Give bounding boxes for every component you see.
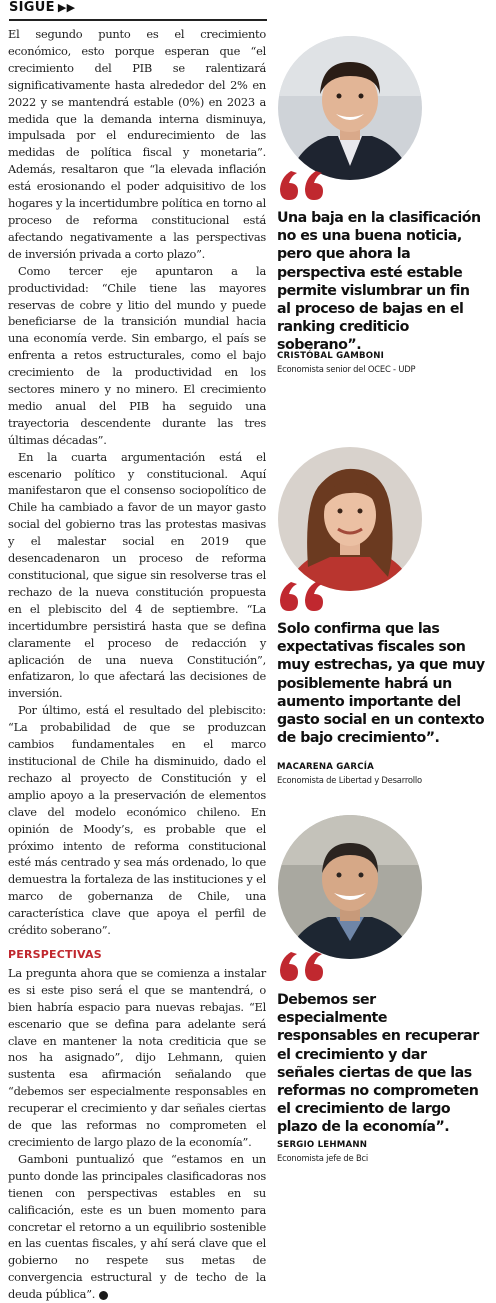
avatar-macarena-garcia [278, 447, 422, 591]
article-paragraph: Como tercer eje apuntaron a la productividad: “Chile tiene las mayores reservas de cobre y litio del mundo y puede beneficiarse de la transición mundial hacia una economía verde. Sin embargo, el país se enfrenta a retos estructurales, como el bajo crecimiento de la productividad en los sectores minero y no minero. El crecimiento medio anual del PIB ha seguido una trayectoria descendente durante las tres últimas décadas”. [8, 263, 266, 447]
continue-label [9, 0, 75, 16]
quote-author-name: MACARENA GARCÍA [277, 762, 374, 772]
article-paragraph [8, 1151, 266, 1303]
article-paragraph: La pregunta ahora que se comienza a instalar es si este piso será el que se mantendrá, o bien habría espacio para nuevas rebajas. “El escenario que se defina para adelante será clave en mantener la nota crediticia que se nos ha asignado”, dijo Lehmann, quien sustenta esa afirmación señalando que “debemos ser especialmente responsables en recuperar el crecimiento y dar señales ciertas de que las reformas no comprometen el crecimiento de largo plazo de la economía”. [8, 965, 266, 1149]
pull-quote: Debemos ser especialmente responsables en recuperar el crecimiento y dar señales ciertas de que las reformas no comprometen el crecimiento de largo plazo de la economía”. [277, 992, 479, 1136]
quote-mark-icon [277, 948, 327, 984]
quote-author-role: Economista de Libertad y Desarrollo [277, 775, 422, 785]
section-heading: PERSPECTIVAS [8, 947, 102, 961]
article-paragraph: El segundo punto es el crecimiento económico, esto porque esperan que “el crecimiento del PIB se ralentizará significativamente hasta alrededor del 2% en 2022 y se mantendrá estable (0%) en 2023 a medida que la demanda interna disminuya, impulsada por el endurecimiento de las medidas de política fiscal y monetaria”. Además, resaltaron que “la elevada inflación está erosionando el poder adquisitivo de los hogares y la incertidumbre política en torno al proceso de reforma constitucional está afectando negativamente a las perspectivas de inversión privada a corto plazo”. [8, 27, 266, 261]
article-last-text: Gamboni puntualizó que “estamos en un punto donde las principales clasificadoras nos tienen con perspectivas estables en su calificación, este es un buen momento para concretar el retorno a un equilibrio sostenible en las cuentas fiscales, y ahí será clave que el gobierno no respete sus metas de convergencia estructural y de techo de la deuda pública”. [8, 1151, 266, 1302]
article-paragraph: En la cuarta argumentación está el escenario político y constitucional. Aquí manifestaron que el consenso sociopolítico de Chile ha cambiado a favor de un mayor gasto social del gobierno tras las protestas masivas y el malestar social en 2019 que desencadenaron un proceso de reforma constitucional, que sigue sin resolverse tras el rechazo de la nueva constitución propuesta en el plebiscito del 4 de septiembre. “La incertidumbre persistirá hasta que se defina claramente el proceso de redacción y aplicación de una nueva Constitución”, enfatizaron, lo que afectará las decisiones de inversión. [8, 449, 266, 701]
article-paragraph: Por último, está el resultado del plebiscito: “La probabilidad de que se produzcan cambios fundamentales en el marco institucional de Chile ha disminuido, dado el rechazo al proyecto de Constitución y el amplio apoyo a la preservación de elementos clave del modelo económico chileno. En opinión de Moody’s, es probable que el próximo intento de reforma constitucional esté más centrado y sea más ordenado, lo que demuestra la fortaleza de las instituciones y el marco de gobernanza de Chile, una característica clave que apoya el perfil de crédito soberano”. [8, 703, 266, 938]
play-arrows-icon: ▶▶ [57, 1, 76, 14]
quote-mark-icon [277, 578, 327, 614]
quote-author-role: Economista jefe de Bci [277, 1153, 369, 1163]
article-body [8, 26, 266, 1303]
quote-author-role: Economista senior del OCEC - UDP [277, 364, 416, 374]
quote-author-name: CRISTÓBAL GAMBONI [277, 351, 385, 361]
end-mark-icon: P [99, 1291, 108, 1300]
header-divider [9, 19, 267, 21]
avatar-sergio-lehmann [278, 815, 422, 959]
continue-text: SIGUE [9, 0, 55, 15]
quote-author-name: SERGIO LEHMANN [277, 1140, 368, 1150]
avatar-cristobal-gamboni [278, 36, 422, 180]
quote-mark-icon [277, 167, 327, 203]
pull-quote: Una baja en la clasificación no es una buena noticia, pero que ahora la perspectiva esté estable permite vislumbrar un fin al proceso de bajas en el ranking crediticio soberano”. [277, 210, 481, 354]
pull-quote: Solo confirma que las expectativas fiscales son muy estrechas, ya que muy posiblemente habrá un aumento importante del gasto social en un contexto de bajo crecimiento”. [277, 621, 485, 747]
